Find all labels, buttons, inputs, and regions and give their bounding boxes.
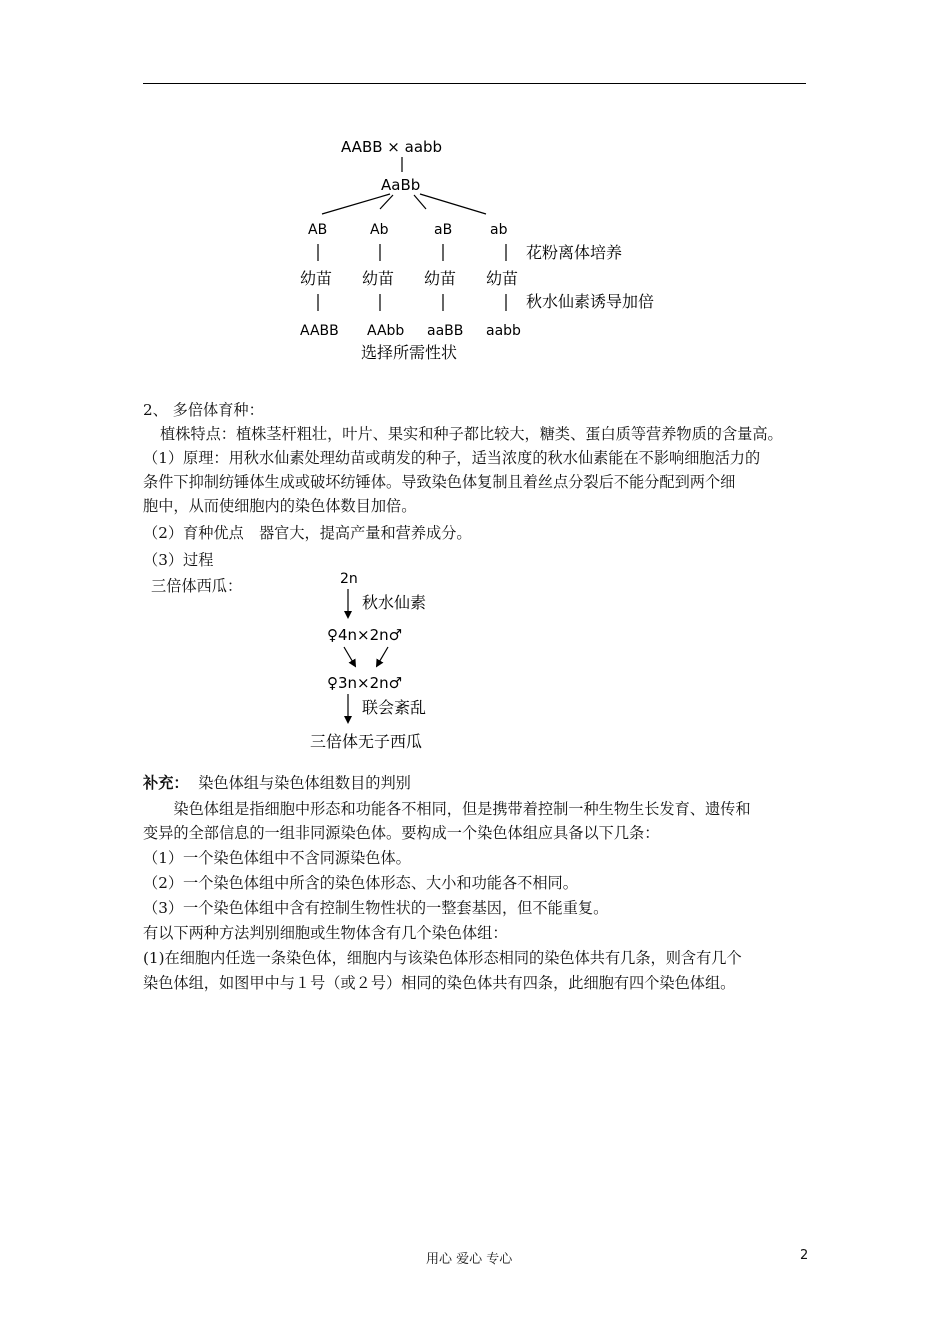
supplement-line-8: 染色体组，如图甲中与１号（或２号）相同的染色体共有四条，此细胞有四个染色体组。 xyxy=(143,974,736,992)
result-genotype: aabb xyxy=(486,323,521,339)
supplement-line-7: (1)在细胞内任选一条染色体，细胞内与该染色体形态相同的染色体共有几条，则含有几个 xyxy=(143,949,742,967)
footer-motto: 用心 爱心 专心 xyxy=(426,1252,513,1267)
diploid-start: 2n xyxy=(340,571,358,587)
principle-line-1: （1）原理：用秋水仙素处理幼苗或萌发的种子，适当浓度的秋水仙素能在不影响细胞活力的 xyxy=(143,449,761,467)
arrow-diagonal xyxy=(378,647,388,664)
cross-parents: AABB × aabb xyxy=(341,138,443,156)
seedling-label: 幼苗 xyxy=(424,269,457,288)
first-cross: ♀4n×2n♂ xyxy=(327,626,403,644)
supplement-line-1: 染色体组是指细胞中形态和功能各不相同，但是携带着控制一种生物生长发育、遗传和 xyxy=(143,800,751,818)
watermelon-label: 三倍体西瓜： xyxy=(151,577,243,595)
gamete-Ab: Ab xyxy=(370,222,389,238)
supplement-heading xyxy=(143,771,411,795)
seedless-watermelon-result: 三倍体无子西瓜 xyxy=(310,732,423,751)
step-label-colchicine-doubling: 秋水仙素诱导加倍 xyxy=(526,292,655,311)
supplement-line-6: 有以下两种方法判别细胞或生物体含有几个染色体组： xyxy=(143,924,508,942)
page-number: 2 xyxy=(800,1248,809,1263)
gamete-aB: aB xyxy=(434,222,453,238)
select-trait-label: 选择所需性状 xyxy=(361,343,458,362)
f1-genotype: AaBb xyxy=(381,176,421,194)
supplement-line-3: （1）一个染色体组中不含同源染色体。 xyxy=(143,849,411,867)
seedling-label: 幼苗 xyxy=(300,269,333,288)
seedling-label: 幼苗 xyxy=(486,269,519,288)
supplement-label: 补充： xyxy=(143,774,189,792)
principle-line-3: 胞中，从而使细胞内的染色体数目加倍。 xyxy=(143,497,417,515)
section-heading: 2、 多倍体育种： xyxy=(143,401,264,419)
second-cross: ♀3n×2n♂ xyxy=(327,674,403,692)
gamete-ab: ab xyxy=(490,222,508,238)
step-label-colchicine: 秋水仙素 xyxy=(362,593,427,612)
result-genotype: aaBB xyxy=(427,323,464,339)
step-label-anther-culture: 花粉离体培养 xyxy=(526,243,623,262)
plant-features: 植株特点：植株茎杆粗壮，叶片、果实和种子都比较大，糖类、蛋白质等营养物质的含量高。 xyxy=(160,425,783,443)
supplement-line-4: （2）一个染色体组中所含的染色体形态、大小和功能各不相同。 xyxy=(143,874,578,892)
supplement-title: 染色体组与染色体组数目的判别 xyxy=(198,774,411,792)
step-label-synapsis-disorder: 联会紊乱 xyxy=(362,698,427,717)
arrow-diagonal xyxy=(344,647,354,664)
result-genotype: AAbb xyxy=(367,323,405,339)
gamete-AB: AB xyxy=(308,222,328,238)
supplement-line-5: （3）一个染色体组中含有控制生物性状的一整套基因，但不能重复。 xyxy=(143,899,609,917)
supplement-line-2: 变异的全部信息的一组非同源染色体。要构成一个染色体组应具备以下几条： xyxy=(143,824,660,842)
seedling-label: 幼苗 xyxy=(362,269,395,288)
process-heading: （3）过程 xyxy=(143,551,214,569)
result-genotype: AABB xyxy=(300,323,339,339)
breeding-advantage: （2）育种优点 器官大，提高产量和营养成分。 xyxy=(143,524,472,542)
principle-line-2: 条件下抑制纺锤体生成或破坏纺锤体。导致染色体复制且着丝点分裂后不能分配到两个细 xyxy=(143,473,736,491)
